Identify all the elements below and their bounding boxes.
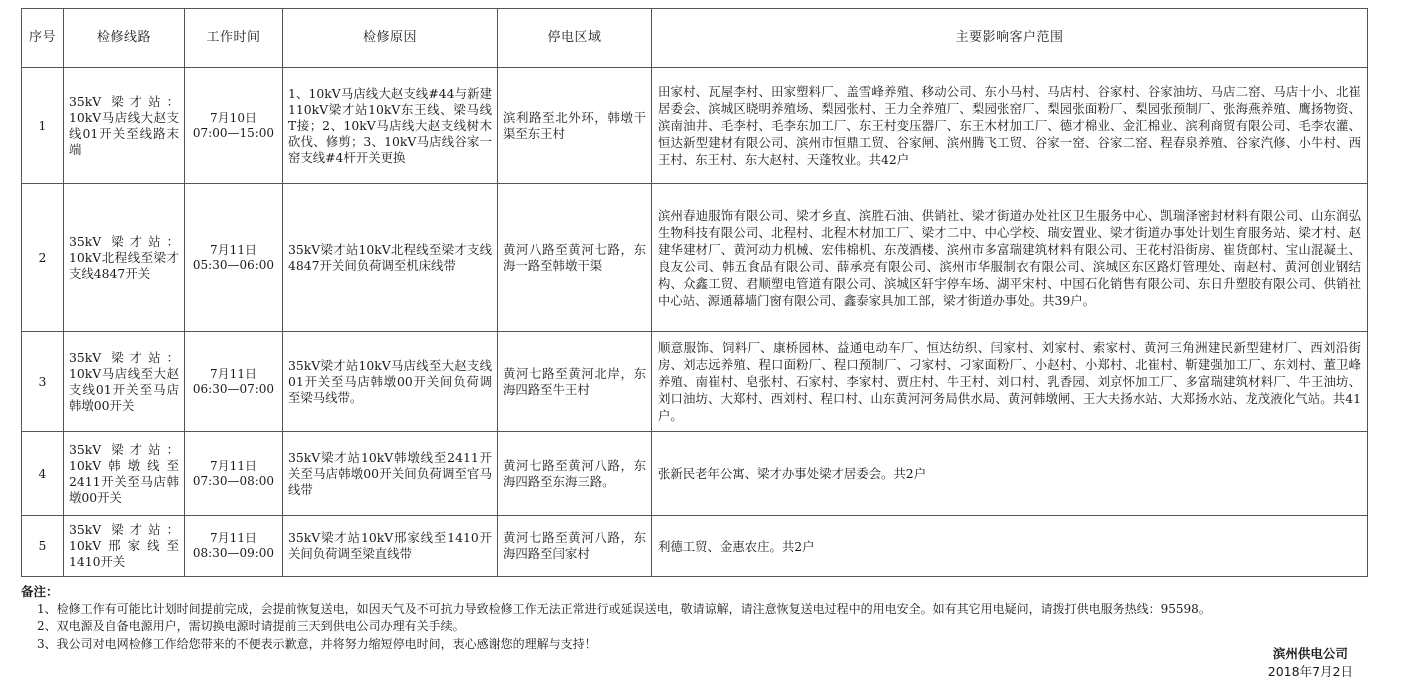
work-time	[185, 432, 283, 516]
maintenance-reason: 35kV梁才站10kV韩墩线至2411开关至马店韩墩00开关间负荷调至官马线带	[283, 432, 498, 516]
work-time	[185, 332, 283, 432]
maintenance-line: 35kV 梁才站：10kV马店线大赵支线01开关至线路末端	[64, 68, 185, 184]
note-item: 1、检修工作有可能比计划时间提前完成，会提前恢复送电，如因天气及不可抗力导致检修工作无法正常进行或延误送电，敬请谅解，请注意恢复送电过程中的用电安全。如有其它用电疑问，请拨打供电服务热线：95598。	[37, 601, 1211, 616]
work-time	[185, 184, 283, 332]
header-line: 检修线路	[64, 9, 185, 68]
outage-area: 黄河八路至黄河七路，东海一路至韩墩干渠	[498, 184, 652, 332]
outage-area: 滨利路至北外环，韩墩干渠至东王村	[498, 68, 652, 184]
row-number: 1	[22, 68, 64, 184]
work-date: 7月11日	[210, 531, 257, 545]
maintenance-line: 35kV 梁才站：10kV北程线至梁才支线4847开关	[64, 184, 185, 332]
header-reason: 检修原因	[283, 9, 498, 68]
issue-date: 2018年7月2日	[1267, 664, 1353, 679]
maintenance-line: 35kV 梁才站：10kV韩墩线至2411开关至马店韩墩00开关	[64, 432, 185, 516]
outage-area: 黄河七路至黄河八路，东海四路至东海三路。	[498, 432, 652, 516]
affected-customers: 利德工贸、金惠农庄。共2户	[652, 516, 1368, 577]
maintenance-reason: 35kV梁才站10kV邢家线至1410开关间负荷调至梁直线带	[283, 516, 498, 577]
notes-section	[21, 583, 1411, 653]
table-row	[22, 68, 1368, 184]
work-date: 7月11日	[210, 242, 257, 257]
outage-area: 黄河七路至黄河北岸，东海四路至牛王村	[498, 332, 652, 432]
table-row	[22, 516, 1368, 577]
row-number: 2	[22, 184, 64, 332]
table-row	[22, 184, 1368, 332]
note-item: 3、我公司对电网检修工作给您带来的不便表示歉意，并将努力缩短停电时间，衷心感谢您的理解与支持！	[37, 636, 597, 651]
work-hours: 08:30—09:00	[192, 546, 275, 560]
work-date: 7月11日	[210, 458, 257, 473]
company-name: 滨州供电公司	[1272, 646, 1348, 661]
notes-title: 备注：	[21, 584, 59, 599]
header-time: 工作时间	[185, 9, 283, 68]
note-item: 2、双电源及自备电源用户，需切换电源时请提前三天到供电公司办理有关手续。	[37, 619, 465, 633]
row-number: 4	[22, 432, 64, 516]
work-hours: 07:30—08:00	[192, 473, 275, 488]
work-time	[185, 68, 283, 184]
work-date: 7月11日	[210, 366, 257, 381]
signature-block	[1268, 645, 1353, 681]
work-hours: 07:00—15:00	[192, 125, 275, 140]
table-row	[22, 332, 1368, 432]
row-number: 5	[22, 516, 64, 577]
row-number: 3	[22, 332, 64, 432]
header-area: 停电区域	[498, 9, 652, 68]
maintenance-line: 35kV 梁才站：10kV邢家线至1410开关	[64, 516, 185, 577]
table-header-row	[22, 9, 1368, 68]
affected-customers: 滨州春迪服饰有限公司、梁才乡直、滨胜石油、供销社、梁才街道办处社区卫生服务中心、凯瑞泽密封材料有限公司、山东润弘生物科技有限公司、北程村、北程木材加工厂、梁才二中、中心学校、瑞安置业、梁才街道办事处计划生育服务站、梁才村、赵建华建材厂、黄河动力机械、宏伟棉机、东茂酒楼、滨州市多富瑞建筑材料有限公司、王花村沿街房、崔货郎村、宝山混凝土、良友公司、韩五食品有限公司、薛承亮有限公司、滨州市华服制衣有限公司、滨城区东区路灯管理处、南赵村、黄河创业钢结构、众鑫工贸、君顺塑电管道有限公司、滨城区轩宇停车场、湖平宋村、中国石化销售有限公司、东日升塑胶有限公司、供销社中心站、源通幕墙门窗有限公司、鑫泰家具加工部，梁才街道办事处。共39户。	[652, 184, 1368, 332]
maintenance-reason: 1、10kV马店线大赵支线#44与新建110kV梁才站10kV东王线、梁马线T接；2、10kV马店线大赵支线树木砍伐、修剪；3、10kV马店线谷家一窑支线#4杆开关更换	[283, 68, 498, 184]
work-hours: 06:30—07:00	[192, 381, 275, 396]
header-range: 主要影响客户范围	[652, 9, 1368, 68]
work-hours: 05:30—06:00	[192, 257, 275, 272]
maintenance-schedule-table	[21, 8, 1368, 577]
header-no: 序号	[22, 9, 64, 68]
work-time	[185, 516, 283, 577]
affected-customers: 顺意服饰、饲料厂、康桥园林、益通电动车厂、恒达纺织、闫家村、刘家村、索家村、黄河三角洲建民新型建材厂、西刘沿街房、刘志远养殖、程口面粉厂、程口预制厂、刁家村、刁家面粉厂、小赵村、小郑村、北崔村、靳建强加工厂、东刘村、董卫峰养殖、南崔村、皂张村、石家村、李家村、贾庄村、牛王村、刘口村、乳香园、刘京怀加工厂、多富瑞建筑材料厂、牛王油坊、刘口油坊、大郑村、西刘村、程口村、山东黄河河务局供水局、黄河韩墩闸、王大夫扬水站、大郑扬水站、龙茂液化气站。共41户。	[652, 332, 1368, 432]
table-row	[22, 432, 1368, 516]
maintenance-reason: 35kV梁才站10kV北程线至梁才支线4847开关间负荷调至机床线带	[283, 184, 498, 332]
affected-customers: 张新民老年公寓、梁才办事处梁才居委会。共2户	[652, 432, 1368, 516]
maintenance-line: 35kV 梁才站：10kV马店线至大赵支线01开关至马店韩墩00开关	[64, 332, 185, 432]
outage-area: 黄河七路至黄河八路，东海四路至闫家村	[498, 516, 652, 577]
work-date: 7月10日	[210, 110, 257, 125]
affected-customers: 田家村、瓦屋李村、田家塑料厂、盖雪峰养殖、移动公司、东小马村、马店村、谷家村、谷家油坊、马店二窑、马店十小、北崔居委会、滨城区晓明养殖场、梨园张村、王力全养殖厂、梨园张窑厂、梨园张面粉厂、梨园张预制厂、张海燕养殖、鹰扬物资、滨南油井、毛李村、毛李东加工厂、东王村变压器厂、东王木材加工厂、德才棉业、金汇棉业、滨利商贸有限公司、毛李农灌、恒达新型建材有限公司、滨州市恒鼎工贸、谷家闸、滨州腾飞工贸、谷家一窑、谷家二窑、程春泉养殖、谷家汽修、小牛村、西王村、东王村、东大赵村、天蓬牧业。共42户	[652, 68, 1368, 184]
maintenance-reason: 35kV梁才站10kV马店线至大赵支线01开关至马店韩墩00开关间负荷调至梁马线带。	[283, 332, 498, 432]
